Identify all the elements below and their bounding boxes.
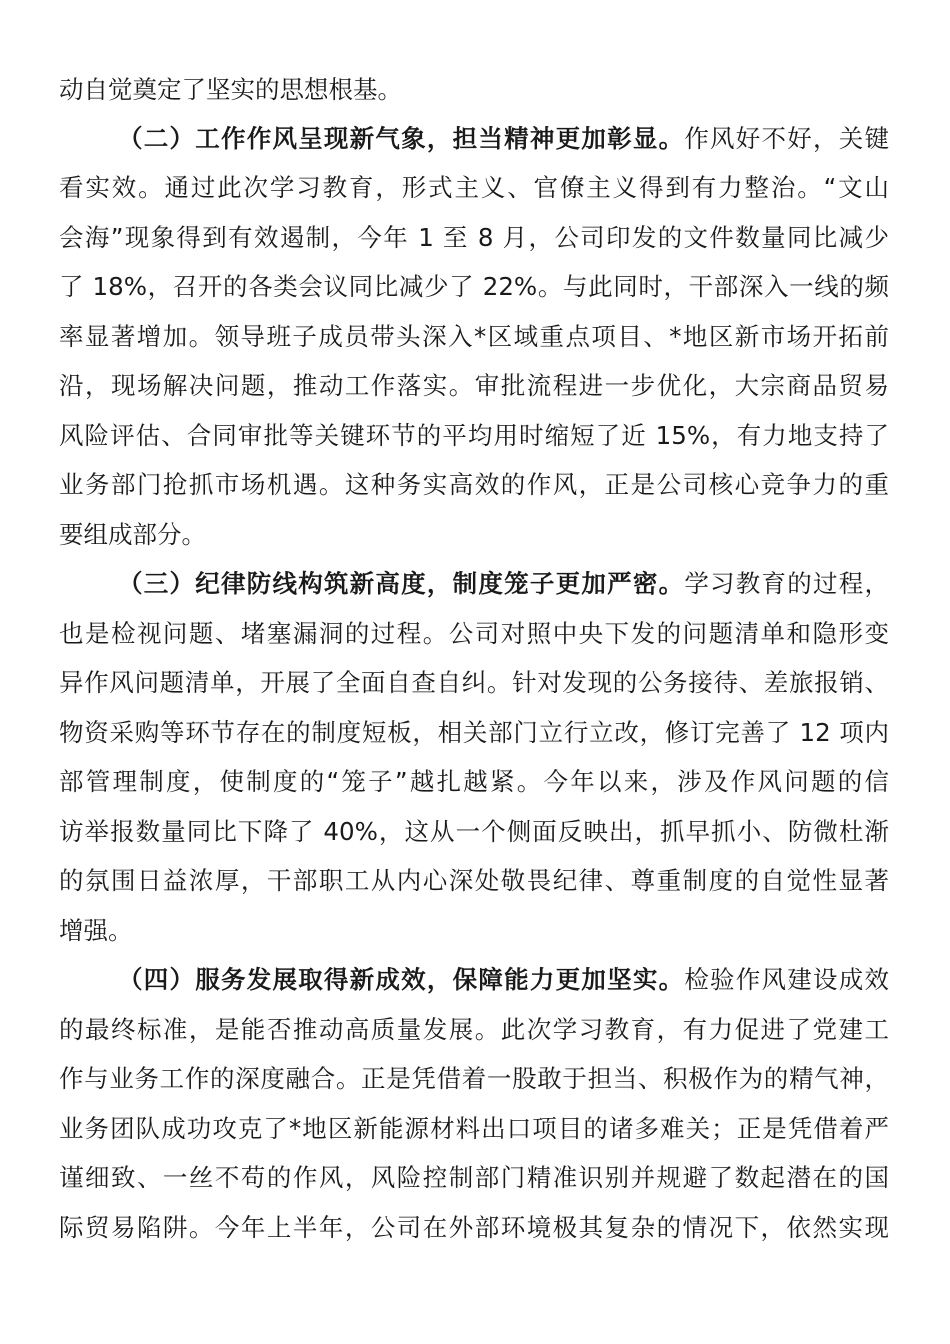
text-line: 访举报数量同比下降了 40%，这从一个侧面反映出，抓早抓小、防微杜渐 bbox=[59, 817, 889, 846]
section-heading-line: （二）工作作风呈现新气象，担当精神更加彰显。作风好不好，关键 bbox=[118, 124, 890, 153]
text-line: 会海”现象得到有效遏制，今年 1 至 8 月，公司印发的文件数量同比减少 bbox=[59, 223, 889, 252]
text-line: 业务部门抢抓市场机遇。这种务实高效的作风，正是公司核心竞争力的重 bbox=[59, 470, 889, 499]
section-heading: （四）服务发展取得新成效，保障能力更加坚实。 bbox=[118, 965, 685, 994]
text-line: 率显著增加。领导班子成员带头深入*区域重点项目、*地区新市场开拓前 bbox=[59, 322, 889, 351]
text-line: 也是检视问题、堵塞漏洞的过程。公司对照中央下发的问题清单和隐形变 bbox=[59, 619, 889, 648]
section-heading-line: （三）纪律防线构筑新高度，制度笼子更加严密。学习教育的过程， bbox=[118, 569, 890, 598]
text-line: 要组成部分。 bbox=[59, 520, 206, 549]
text-line: 部管理制度，使制度的“笼子”越扎越紧。今年以来，涉及作风问题的信 bbox=[59, 767, 889, 796]
text-line: 动自觉奠定了坚实的思想根基。 bbox=[59, 75, 402, 104]
text-line: 的最终标准，是能否推动高质量发展。此次学习教育，有力促进了党建工 bbox=[59, 1015, 889, 1044]
text-line: 业务团队成功攻克了*地区新能源材料出口项目的诸多难关；正是凭借着严 bbox=[59, 1114, 889, 1143]
text-line: 看实效。通过此次学习教育，形式主义、官僚主义得到有力整治。“文山 bbox=[59, 173, 889, 202]
text-line: 了 18%，召开的各类会议同比减少了 22%。与此同时，干部深入一线的频 bbox=[59, 272, 889, 301]
section-heading-line: （四）服务发展取得新成效，保障能力更加坚实。检验作风建设成效 bbox=[118, 965, 890, 994]
text-line: 作与业务工作的深度融合。正是凭借着一股敢于担当、积极作为的精气神， bbox=[59, 1064, 889, 1093]
section-heading: （二）工作作风呈现新气象，担当精神更加彰显。 bbox=[118, 124, 685, 153]
section-heading: （三）纪律防线构筑新高度，制度笼子更加严密。 bbox=[118, 569, 685, 598]
text-line: 沿，现场解决问题，推动工作落实。审批流程进一步优化，大宗商品贸易 bbox=[59, 371, 889, 400]
text-line: 风险评估、合同审批等关键环节的平均用时缩短了近 15%，有力地支持了 bbox=[59, 421, 889, 450]
text-line: 异作风问题清单，开展了全面自查自纠。针对发现的公务接待、差旅报销、 bbox=[59, 668, 889, 697]
text-line: 增强。 bbox=[59, 916, 133, 945]
text-line: 物资采购等环节存在的制度短板，相关部门立行立改，修订完善了 12 项内 bbox=[59, 718, 889, 747]
text-line: 际贸易陷阱。今年上半年，公司在外部环境极其复杂的情况下，依然实现 bbox=[59, 1213, 889, 1242]
text-line: 的氛围日益浓厚，干部职工从内心深处敬畏纪律、尊重制度的自觉性显著 bbox=[59, 866, 889, 895]
text-line: 谨细致、一丝不苟的作风，风险控制部门精准识别并规避了数起潜在的国 bbox=[59, 1163, 889, 1192]
